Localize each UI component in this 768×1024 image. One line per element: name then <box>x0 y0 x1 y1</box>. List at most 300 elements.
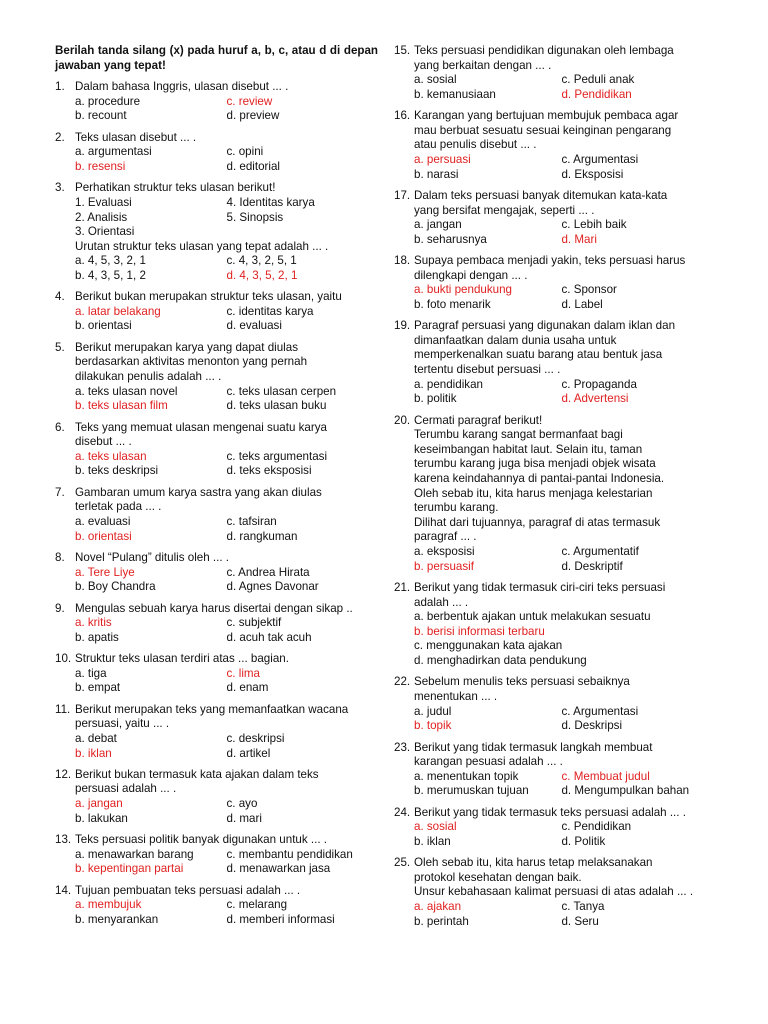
question-stem <box>75 884 378 899</box>
question-item <box>55 421 378 479</box>
answer-options <box>75 898 378 927</box>
question-stem-line: Berikut yang tidak termasuk teks persuasi adalah ... . <box>414 805 686 819</box>
answer-option: c. Argumentasi <box>561 152 639 166</box>
question-stem <box>414 319 715 377</box>
question-stem-line: Berikut bukan termasuk kata ajakan dalam teks <box>75 767 319 781</box>
question-item <box>55 602 378 646</box>
question-stem <box>414 856 715 900</box>
question-row <box>394 44 715 102</box>
question-stem-line: Berikut yang tidak termasuk ciri-ciri teks persuasi <box>414 580 666 594</box>
question-number: 19. <box>394 319 411 333</box>
answer-option: d. editorial <box>226 159 280 173</box>
question-stem-line: Struktur teks ulasan terdiri atas ... bagian. <box>75 652 289 666</box>
question-stem-line: atau penulis disebut ... . <box>414 138 537 152</box>
question-number: 15. <box>394 44 411 57</box>
answer-option: a. sosial <box>414 73 457 87</box>
answer-option-correct: b. resensi <box>75 159 126 173</box>
question-number: 6. <box>55 420 65 434</box>
question-body <box>414 741 715 799</box>
question-row <box>55 421 378 479</box>
answer-option: b. foto menarik <box>414 297 491 311</box>
question-number: 24. <box>394 805 411 819</box>
structure-item: 3. Orientasi <box>75 225 135 239</box>
answer-option-correct: b. iklan <box>75 746 112 760</box>
question-stem <box>75 833 378 848</box>
question-body <box>414 254 715 312</box>
question-item <box>55 486 378 544</box>
question-stem <box>75 131 378 146</box>
answer-option: b. kemanusiaan <box>414 87 496 101</box>
answer-option: d. teks ulasan buku <box>226 399 327 413</box>
answer-option: d. acuh tak acuh <box>226 630 312 644</box>
question-row <box>55 768 378 826</box>
answer-option: b. iklan <box>414 834 451 848</box>
answer-options <box>414 900 715 929</box>
answer-option: a. tiga <box>75 666 107 680</box>
question-stem-line: protokol kesehatan dengan baik. <box>414 870 582 884</box>
answer-option-correct: a. jangan <box>75 797 123 811</box>
answer-options <box>414 705 715 734</box>
question-stem-line: menentukan ... . <box>414 689 498 703</box>
question-body <box>75 652 378 696</box>
answer-option: d. teks eksposisi <box>226 464 312 478</box>
question-stem-line: berdasarkan aktivitas menonton yang pernah <box>75 355 308 369</box>
structure-item <box>227 225 379 240</box>
question-stem-line: Berikut bukan merupakan struktur teks ulasan, yaitu <box>75 290 342 304</box>
answer-option: b. menyarankan <box>75 912 159 926</box>
question-row <box>394 189 715 247</box>
question-number: 5. <box>55 340 65 354</box>
question-item <box>55 833 378 877</box>
answer-option: b. orientasi <box>75 319 132 333</box>
answer-option: d. evaluasi <box>226 319 282 333</box>
question-number: 9. <box>55 601 65 615</box>
question-list-right <box>394 44 715 929</box>
answer-option: d. Mengumpulkan bahan <box>561 784 690 798</box>
question-number: 14. <box>55 883 72 897</box>
question-item <box>394 856 715 929</box>
question-item <box>55 290 378 334</box>
answer-option: c. opini <box>226 145 264 159</box>
question-stem <box>414 675 715 704</box>
question-stem <box>414 741 715 770</box>
question-stem-line: tertentu disebut persuasi ... . <box>414 363 561 377</box>
question-number: 10. <box>55 652 72 666</box>
question-number: 25. <box>394 856 411 870</box>
answer-option: a. 4, 5, 3, 2, 1 <box>75 254 146 268</box>
answer-option: c. membantu pendidikan <box>226 847 353 861</box>
answer-option: c. 4, 3, 2, 5, 1 <box>226 254 297 268</box>
answer-option: b. teks deskripsi <box>75 464 159 478</box>
question-item <box>55 131 378 175</box>
answer-options <box>75 95 378 124</box>
question-number: 4. <box>55 290 65 304</box>
question-prompt <box>75 240 378 255</box>
answer-option: a. pendidikan <box>414 377 483 391</box>
question-row <box>55 884 378 928</box>
question-row <box>394 581 715 669</box>
question-stem-line: mau berbuat sesuatu sesuai keinginan pengarang <box>414 123 672 137</box>
left-column <box>55 44 378 934</box>
question-body <box>414 856 715 929</box>
question-item <box>55 652 378 696</box>
question-stem-line: Dalam bahasa Inggris, ulasan disebut ... . <box>75 80 289 94</box>
question-stem-line: adalah ... . <box>414 595 469 609</box>
question-stem <box>414 254 715 283</box>
question-item <box>394 109 715 182</box>
question-item <box>55 768 378 826</box>
answer-option-correct: a. membujuk <box>75 898 142 912</box>
answer-option-correct: a. teks ulasan <box>75 449 147 463</box>
answer-options <box>75 450 378 479</box>
answer-option: b. Boy Chandra <box>75 580 156 594</box>
question-number: 20. <box>394 413 411 427</box>
question-body <box>414 675 715 733</box>
question-body <box>75 80 378 124</box>
question-number: 11. <box>55 702 71 716</box>
question-body <box>414 414 715 575</box>
answer-options <box>75 616 378 645</box>
question-body <box>75 341 378 414</box>
answer-option: c. Argumentasi <box>561 704 639 718</box>
answer-options <box>75 732 378 761</box>
answer-option: b. perintah <box>414 914 469 928</box>
question-body <box>75 884 378 928</box>
question-stem <box>75 290 378 305</box>
answer-option: c. Lebih baik <box>561 218 627 232</box>
answer-option-correct: b. kepentingan partai <box>75 862 184 876</box>
answer-option-correct: d. 4, 3, 5, 2, 1 <box>226 268 298 282</box>
answer-option: a. judul <box>414 704 452 718</box>
question-stem-line: Berikut merupakan teks yang memanfaatkan wacana <box>75 702 349 716</box>
question-item <box>394 806 715 850</box>
answer-option-correct: c. lima <box>226 666 260 680</box>
question-stem-line: Tujuan pembuatan teks persuasi adalah ... . <box>75 883 301 897</box>
answer-options <box>414 770 715 799</box>
answer-option: a. berbentuk ajakan untuk melakukan sesuatu <box>414 610 651 624</box>
answer-options <box>75 667 378 696</box>
question-row <box>55 290 378 334</box>
answer-option-correct: a. bukti pendukung <box>414 283 512 297</box>
question-stem-line: Perhatikan struktur teks ulasan berikut! <box>75 181 276 195</box>
question-row <box>55 131 378 175</box>
answer-option: c. Argumentatif <box>561 544 639 558</box>
answer-option: a. procedure <box>75 94 141 108</box>
answer-option-correct: b. persuasif <box>414 559 474 573</box>
question-row <box>55 486 378 544</box>
question-body <box>75 833 378 877</box>
question-body <box>75 768 378 826</box>
answer-option: d. Deskriptif <box>561 559 623 573</box>
question-number: 17. <box>394 188 411 202</box>
question-row <box>55 341 378 414</box>
answer-option-correct: c. review <box>226 94 273 108</box>
question-row <box>55 181 378 283</box>
question-stem-line: Supaya pembaca menjadi yakin, teks persuasi harus <box>414 254 686 268</box>
question-number: 16. <box>394 109 411 123</box>
question-stem-line: yang berkaitan dengan ... . <box>414 58 552 72</box>
answer-option: a. teks ulasan novel <box>75 384 178 398</box>
question-item <box>55 703 378 761</box>
question-row <box>394 254 715 312</box>
question-body <box>75 551 378 595</box>
question-body <box>75 602 378 646</box>
question-body <box>75 131 378 175</box>
question-stem-line: Teks ulasan disebut ... . <box>75 130 197 144</box>
question-item <box>394 319 715 407</box>
question-stem-line: Karangan yang bertujuan membujuk pembaca agar <box>414 109 679 123</box>
answer-option-correct: a. Tere Liye <box>75 565 135 579</box>
answer-option: a. argumentasi <box>75 145 152 159</box>
answer-option: d. memberi informasi <box>226 912 335 926</box>
question-row <box>55 703 378 761</box>
question-number: 12. <box>55 767 72 781</box>
answer-option: c. Sponsor <box>561 283 617 297</box>
question-body <box>414 109 715 182</box>
question-stem <box>75 486 378 515</box>
answer-option: d. rangkuman <box>226 529 298 543</box>
question-stem <box>75 768 378 797</box>
question-number: 8. <box>55 550 65 564</box>
answer-option: d. Agnes Davonar <box>226 580 319 594</box>
question-stem-line: Sebelum menulis teks persuasi sebaiknya <box>414 675 630 689</box>
question-row <box>55 551 378 595</box>
answer-options-list <box>414 610 715 668</box>
answer-option: d. Politik <box>561 834 606 848</box>
passage-paragraph <box>414 428 715 516</box>
answer-option-correct: d. Advertensi <box>561 392 629 406</box>
answer-option-correct: d. Mari <box>561 232 597 246</box>
answer-option: c. melarang <box>226 898 288 912</box>
question-stem <box>75 602 378 617</box>
right-column <box>394 44 715 936</box>
question-row <box>394 109 715 182</box>
question-number: 13. <box>55 833 72 847</box>
structure-item: 5. Sinopsis <box>226 210 284 224</box>
question-row <box>394 414 715 575</box>
question-stem <box>414 806 715 821</box>
question-row <box>394 741 715 799</box>
question-stem <box>75 341 378 385</box>
question-stem <box>414 109 715 153</box>
answer-option: a. jangan <box>414 218 462 232</box>
question-body <box>75 421 378 479</box>
question-prompt-line: paragraf ... . <box>414 530 477 544</box>
passage-paragraph-line: Terumbu karang sangat bermanfaat bagi <box>414 428 623 442</box>
answer-options <box>75 566 378 595</box>
structure-item: 4. Identitas karya <box>226 195 315 209</box>
question-row <box>394 806 715 850</box>
answer-options <box>75 305 378 334</box>
question-item <box>394 675 715 733</box>
instruction-text: Berilah tanda silang (x) pada huruf a, b, c, atau d di depan jawaban yang tepat! <box>55 44 378 72</box>
question-stem-line: Dalam teks persuasi banyak ditemukan kata-kata <box>414 188 668 202</box>
question-body <box>75 486 378 544</box>
answer-options <box>75 385 378 414</box>
answer-option: a. menawarkan barang <box>75 847 194 861</box>
answer-options <box>414 153 715 182</box>
question-stem-line: persuasi, yaitu ... . <box>75 717 170 731</box>
question-item <box>55 341 378 414</box>
answer-option: c. Andrea Hirata <box>226 565 310 579</box>
answer-option: a. evaluasi <box>75 515 131 528</box>
answer-option: c. deskripsi <box>226 731 285 745</box>
question-stem-line: disebut ... . <box>75 435 132 449</box>
answer-option: c. teks ulasan cerpen <box>226 384 337 398</box>
question-stem <box>414 414 715 429</box>
answer-option-correct: a. ajakan <box>414 900 462 914</box>
answer-option-correct: a. latar belakang <box>75 304 161 318</box>
question-prompt <box>414 516 715 545</box>
question-row <box>55 652 378 696</box>
answer-option: d. Label <box>561 297 603 311</box>
question-stem <box>414 581 715 610</box>
answer-option: d. artikel <box>226 746 271 760</box>
structure-item: 1. Evaluasi <box>75 195 132 209</box>
answer-option: c. tafsiran <box>226 515 277 528</box>
question-stem-line: Berikut merupakan karya yang dapat diulas <box>75 340 298 354</box>
question-stem <box>75 181 378 196</box>
question-number: 7. <box>55 485 65 499</box>
question-item <box>55 884 378 928</box>
passage-paragraph-line: keseimbangan habitat laut. Selain itu, taman <box>414 442 643 456</box>
answer-option: b. 4, 3, 5, 1, 2 <box>75 268 146 282</box>
question-body <box>414 44 715 102</box>
question-stem-line: Teks persuasi politik banyak digunakan untuk ... . <box>75 833 327 847</box>
answer-option: a. eksposisi <box>414 544 475 558</box>
answer-option-correct: a. kritis <box>75 616 112 630</box>
question-number: 3. <box>55 181 65 195</box>
answer-option: b. merumuskan tujuan <box>414 784 529 798</box>
question-item <box>394 189 715 247</box>
answer-option-correct: b. orientasi <box>75 529 132 543</box>
question-number: 1. <box>55 80 65 94</box>
answer-option: d. menawarkan jasa <box>226 862 331 876</box>
answer-option: d. mari <box>226 811 262 825</box>
question-number: 18. <box>394 254 411 268</box>
question-body <box>414 319 715 407</box>
question-row <box>55 80 378 124</box>
passage-paragraph-line: karena keindahannya di pantai-pantai Indonesia. <box>414 472 665 486</box>
question-row <box>394 675 715 733</box>
answer-option-correct: a. sosial <box>414 820 457 834</box>
question-stem-line: dimanfaatkan dalam dunia usaha untuk <box>414 333 617 347</box>
answer-option: d. Deskripsi <box>561 719 623 733</box>
question-item <box>394 741 715 799</box>
question-stem-line: Paragraf persuasi yang digunakan dalam iklan dan <box>414 319 676 333</box>
answer-option-correct: b. topik <box>414 719 452 733</box>
answer-option: b. politik <box>414 392 457 406</box>
answer-option: d. enam <box>226 681 269 695</box>
question-prompt-line: Dilihat dari tujuannya, paragraf di atas termasuk <box>414 515 661 529</box>
answer-option: c. ayo <box>226 797 258 811</box>
answer-option: c. Tanya <box>561 900 605 914</box>
question-stem-line: dilakukan penulis adalah ... . <box>75 370 222 384</box>
question-stem <box>75 80 378 95</box>
answer-option: d. Eksposisi <box>561 167 624 181</box>
question-stem <box>414 44 715 73</box>
passage-paragraph-line: terumbu karang. <box>414 501 499 515</box>
answer-option-correct: c. Membuat judul <box>561 769 650 783</box>
question-row <box>55 833 378 877</box>
question-stem-line: memperkenalkan suatu barang atau bentuk jasa <box>414 348 663 362</box>
answer-options <box>414 73 715 102</box>
structure-list <box>75 196 378 240</box>
question-stem-line: Teks persuasi pendidikan digunakan oleh lembaga <box>414 44 674 57</box>
answer-option: d. preview <box>226 109 280 123</box>
question-stem <box>75 551 378 566</box>
question-stem-line: persuasi adalah ... . <box>75 782 177 796</box>
question-stem-line: Gambaran umum karya sastra yang akan diulas <box>75 485 322 499</box>
answer-option: c. teks argumentasi <box>226 449 328 463</box>
question-stem-line: Oleh sebab itu, kita harus tetap melaksanakan <box>414 856 653 870</box>
answer-options <box>414 378 715 407</box>
answer-option-correct: b. teks ulasan film <box>75 399 168 413</box>
question-stem <box>75 652 378 667</box>
question-item <box>55 551 378 595</box>
answer-option: c. Peduli anak <box>561 73 635 87</box>
question-item <box>394 254 715 312</box>
question-stem-line: karangan pesuasi adalah ... . <box>414 755 563 769</box>
question-stem-line: yang bersifat mengajak, seperti ... . <box>414 203 595 217</box>
question-number: 23. <box>394 740 411 754</box>
answer-options <box>75 797 378 826</box>
question-stem-line: Cermati paragraf berikut! <box>414 413 543 427</box>
question-stem-line: Unsur kebahasaan kalimat persuasi di atas adalah ... . <box>414 885 694 899</box>
answer-option: a. menentukan topik <box>414 769 519 783</box>
question-body <box>414 189 715 247</box>
answer-option: b. empat <box>75 681 121 695</box>
question-body <box>75 290 378 334</box>
question-stem <box>75 421 378 450</box>
question-number: 2. <box>55 130 65 144</box>
answer-options <box>414 283 715 312</box>
question-row <box>55 602 378 646</box>
answer-option: b. seharusnya <box>414 232 487 246</box>
question-stem-line: terletak pada ... . <box>75 500 162 514</box>
answer-options <box>414 545 715 574</box>
question-item <box>55 181 378 283</box>
answer-option-correct: b. berisi informasi terbaru <box>414 624 545 638</box>
question-body <box>414 581 715 669</box>
question-row <box>394 856 715 929</box>
question-stem-line: Novel “Pulang” ditulis oleh ... . <box>75 550 230 564</box>
question-item <box>55 80 378 124</box>
answer-option: b. recount <box>75 109 127 123</box>
answer-options <box>414 218 715 247</box>
answer-option-correct: a. persuasi <box>414 152 471 166</box>
question-prompt-line: Urutan struktur teks ulasan yang tepat adalah ... . <box>75 239 329 253</box>
answer-options <box>75 254 378 283</box>
answer-option: c. Propaganda <box>561 377 637 391</box>
answer-option: d. Seru <box>561 914 599 928</box>
question-body <box>75 181 378 283</box>
question-row <box>394 319 715 407</box>
question-body <box>414 806 715 850</box>
answer-option: b. narasi <box>414 167 459 181</box>
question-stem-line: Teks yang memuat ulasan mengenai suatu karya <box>75 420 327 434</box>
structure-item: 2. Analisis <box>75 210 128 224</box>
answer-options <box>75 848 378 877</box>
answer-options <box>75 515 378 544</box>
question-stem-line: dilengkapi dengan ... . <box>414 268 528 282</box>
question-list-left <box>55 80 378 927</box>
question-item <box>394 414 715 575</box>
question-number: 21. <box>394 580 411 594</box>
answer-option: c. subjektif <box>226 616 282 630</box>
answer-option: a. debat <box>75 731 117 745</box>
answer-option: c. Pendidikan <box>561 820 632 834</box>
